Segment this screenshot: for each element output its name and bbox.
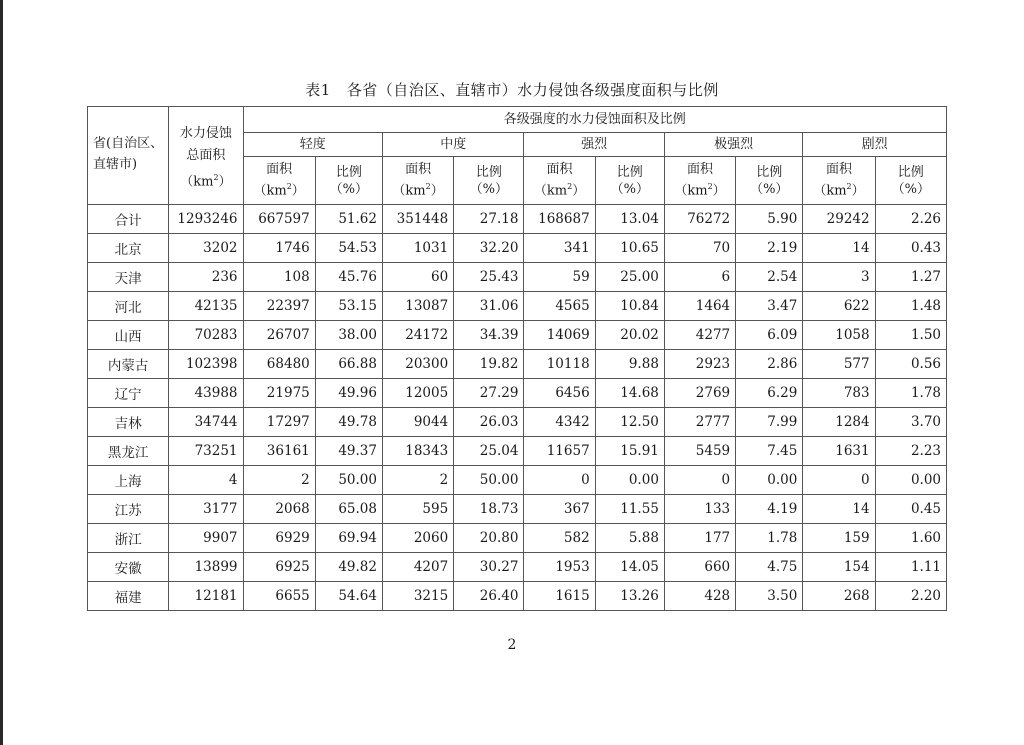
province-cell: 天津 xyxy=(88,263,169,292)
area-cell: 14069 xyxy=(524,321,595,350)
area-cell: 2 xyxy=(243,466,315,495)
province-cell: 山西 xyxy=(88,321,169,350)
header-level-moderate: 中度 xyxy=(382,133,523,157)
ratio-cell: 14.05 xyxy=(595,553,664,582)
area-cell: 10118 xyxy=(524,350,595,379)
header-ratio-label: 比例 xyxy=(616,164,643,180)
province-cell: 合计 xyxy=(88,205,169,234)
area-cell: 20300 xyxy=(382,350,453,379)
area-cell: 22397 xyxy=(243,292,315,321)
area-cell: 1746 xyxy=(243,234,315,263)
area-cell: 6456 xyxy=(524,379,595,408)
ratio-cell: 7.45 xyxy=(736,437,803,466)
area-cell: 11657 xyxy=(524,437,595,466)
area-cell: 1953 xyxy=(524,553,595,582)
header-ratio-label: 比例 xyxy=(475,164,502,180)
header-province-line2: 直辖市) xyxy=(93,157,138,172)
area-cell: 783 xyxy=(803,379,875,408)
ratio-cell: 1.27 xyxy=(875,263,946,292)
ratio-cell: 0.00 xyxy=(736,466,803,495)
header-ratio-label: 比例 xyxy=(335,164,362,180)
ratio-cell: 0.45 xyxy=(875,495,946,524)
header-total-line1: 水力侵蚀 xyxy=(179,126,232,141)
ratio-cell: 54.53 xyxy=(315,234,382,263)
area-cell: 6925 xyxy=(243,553,315,582)
area-cell: 6929 xyxy=(243,524,315,553)
province-cell: 内蒙古 xyxy=(88,350,169,379)
ratio-cell: 10.65 xyxy=(595,234,664,263)
ratio-cell: 31.06 xyxy=(454,292,524,321)
ratio-cell: 38.00 xyxy=(315,321,382,350)
area-cell: 60 xyxy=(382,263,453,292)
ratio-cell: 3.70 xyxy=(875,408,946,437)
ratio-cell: 50.00 xyxy=(315,466,382,495)
ratio-cell: 30.27 xyxy=(454,553,524,582)
area-cell: 1031 xyxy=(382,234,453,263)
header-area-unit: $(km^2)$ xyxy=(392,182,444,199)
ratio-cell: 26.40 xyxy=(454,582,524,611)
ratio-cell: 3.50 xyxy=(736,582,803,611)
header-level-very-strong: 极强烈 xyxy=(664,133,802,157)
ratio-cell: 1.60 xyxy=(875,524,946,553)
area-cell: 68480 xyxy=(243,350,315,379)
header-area-label: 面积 xyxy=(405,162,432,178)
area-cell: 3215 xyxy=(382,582,453,611)
area-cell: 9044 xyxy=(382,408,453,437)
area-cell: 177 xyxy=(664,524,735,553)
ratio-cell: 25.04 xyxy=(454,437,524,466)
ratio-cell: 32.20 xyxy=(454,234,524,263)
area-cell: 29242 xyxy=(803,205,875,234)
ratio-cell: 1.48 xyxy=(875,292,946,321)
caption-title: 各省（自治区、直辖市）水力侵蚀各级强度面积与比例 xyxy=(346,81,719,99)
header-ratio-label: 比例 xyxy=(897,164,924,180)
ratio-cell: 25.00 xyxy=(595,263,664,292)
area-cell: 2 xyxy=(382,466,453,495)
area-cell: 4342 xyxy=(524,408,595,437)
ratio-cell: 13.26 xyxy=(595,582,664,611)
area-cell: 577 xyxy=(803,350,875,379)
header-ratio-label: 比例 xyxy=(756,164,783,180)
table-row xyxy=(88,582,947,611)
total-area-cell: 42135 xyxy=(169,292,243,321)
ratio-cell: 0.00 xyxy=(595,466,664,495)
header-ratio-4 xyxy=(875,157,946,205)
area-cell: 1631 xyxy=(803,437,875,466)
table-row xyxy=(88,524,947,553)
header-area-label: 面积 xyxy=(825,162,852,178)
province-cell: 上海 xyxy=(88,466,169,495)
area-cell: 1058 xyxy=(803,321,875,350)
area-cell: 168687 xyxy=(524,205,595,234)
ratio-cell: 66.88 xyxy=(315,350,382,379)
table-row xyxy=(88,437,947,466)
ratio-cell: 20.80 xyxy=(454,524,524,553)
area-cell: 108 xyxy=(243,263,315,292)
table-row xyxy=(88,553,947,582)
header-ratio-unit: （%） xyxy=(610,181,649,197)
total-area-cell: 236 xyxy=(169,263,243,292)
ratio-cell: 1.11 xyxy=(875,553,946,582)
header-ratio-unit: （%） xyxy=(891,181,930,197)
total-area-cell: 73251 xyxy=(169,437,243,466)
area-cell: 2068 xyxy=(243,495,315,524)
header-area-unit: $(km^2)$ xyxy=(813,182,865,199)
area-cell: 154 xyxy=(803,553,875,582)
header-level-strong: 强烈 xyxy=(524,133,664,157)
area-cell: 3 xyxy=(803,263,875,292)
area-cell: 2769 xyxy=(664,379,735,408)
ratio-cell: 13.04 xyxy=(595,205,664,234)
table-row xyxy=(88,205,947,234)
ratio-cell: 27.18 xyxy=(454,205,524,234)
header-area-3 xyxy=(664,157,735,205)
ratio-cell: 65.08 xyxy=(315,495,382,524)
header-level-severe: 剧烈 xyxy=(803,133,947,157)
header-area-1 xyxy=(382,157,453,205)
ratio-cell: 10.84 xyxy=(595,292,664,321)
ratio-cell: 50.00 xyxy=(454,466,524,495)
area-cell: 667597 xyxy=(243,205,315,234)
header-area-unit: $(km^2)$ xyxy=(253,182,305,199)
area-cell: 2923 xyxy=(664,350,735,379)
erosion-table xyxy=(87,106,947,611)
area-cell: 341 xyxy=(524,234,595,263)
province-cell: 浙江 xyxy=(88,524,169,553)
table-row xyxy=(88,234,947,263)
header-ratio-unit: （%） xyxy=(469,181,508,197)
province-cell: 吉林 xyxy=(88,408,169,437)
header-area-unit: $(km^2)$ xyxy=(533,182,586,199)
ratio-cell: 1.50 xyxy=(875,321,946,350)
ratio-cell: 26.03 xyxy=(454,408,524,437)
area-cell: 268 xyxy=(803,582,875,611)
ratio-cell: 5.90 xyxy=(736,205,803,234)
ratio-cell: 69.94 xyxy=(315,524,382,553)
ratio-cell: 9.88 xyxy=(595,350,664,379)
area-cell: 6655 xyxy=(243,582,315,611)
area-cell: 70 xyxy=(664,234,735,263)
total-area-cell: 3202 xyxy=(169,234,243,263)
table-row xyxy=(88,466,947,495)
ratio-cell: 7.99 xyxy=(736,408,803,437)
header-group-title: 各级强度的水力侵蚀面积及比例 xyxy=(243,107,946,133)
page-edge-shadow xyxy=(0,0,3,745)
total-area-cell: 9907 xyxy=(169,524,243,553)
table-row xyxy=(88,379,947,408)
ratio-cell: 45.76 xyxy=(315,263,382,292)
province-cell: 江苏 xyxy=(88,495,169,524)
ratio-cell: 49.37 xyxy=(315,437,382,466)
caption-number: 表1 xyxy=(305,81,331,99)
area-cell: 4565 xyxy=(524,292,595,321)
ratio-cell: 2.54 xyxy=(736,263,803,292)
header-total-area xyxy=(169,107,243,205)
area-cell: 13087 xyxy=(382,292,453,321)
area-cell: 36161 xyxy=(243,437,315,466)
ratio-cell: 5.88 xyxy=(595,524,664,553)
header-province-line1: 省(自治区、 xyxy=(93,136,164,151)
ratio-cell: 49.82 xyxy=(315,553,382,582)
area-cell: 1464 xyxy=(664,292,735,321)
header-ratio-unit: （%） xyxy=(750,181,789,197)
area-cell: 582 xyxy=(524,524,595,553)
area-cell: 2060 xyxy=(382,524,453,553)
table-row xyxy=(88,321,947,350)
header-area-0 xyxy=(243,157,315,205)
header-area-unit: $(km^2)$ xyxy=(674,182,726,199)
area-cell: 24172 xyxy=(382,321,453,350)
ratio-cell: 1.78 xyxy=(875,379,946,408)
ratio-cell: 0.56 xyxy=(875,350,946,379)
ratio-cell: 11.55 xyxy=(595,495,664,524)
ratio-cell: 6.09 xyxy=(736,321,803,350)
ratio-cell: 4.19 xyxy=(736,495,803,524)
ratio-cell: 0.43 xyxy=(875,234,946,263)
province-cell: 安徽 xyxy=(88,553,169,582)
header-area-label: 面积 xyxy=(687,162,714,178)
area-cell: 1615 xyxy=(524,582,595,611)
header-ratio-1 xyxy=(454,157,524,205)
area-cell: 0 xyxy=(664,466,735,495)
ratio-cell: 4.75 xyxy=(736,553,803,582)
header-total-unit: $(km^2)$ xyxy=(180,173,232,190)
area-cell: 159 xyxy=(803,524,875,553)
area-cell: 367 xyxy=(524,495,595,524)
ratio-cell: 54.64 xyxy=(315,582,382,611)
ratio-cell: 12.50 xyxy=(595,408,664,437)
area-cell: 2777 xyxy=(664,408,735,437)
ratio-cell: 15.91 xyxy=(595,437,664,466)
total-area-cell: 3177 xyxy=(169,495,243,524)
ratio-cell: 49.96 xyxy=(315,379,382,408)
ratio-cell: 2.19 xyxy=(736,234,803,263)
ratio-cell: 2.86 xyxy=(736,350,803,379)
total-area-cell: 43988 xyxy=(169,379,243,408)
province-cell: 河北 xyxy=(88,292,169,321)
area-cell: 0 xyxy=(524,466,595,495)
ratio-cell: 19.82 xyxy=(454,350,524,379)
table-row xyxy=(88,350,947,379)
table-row xyxy=(88,408,947,437)
ratio-cell: 53.15 xyxy=(315,292,382,321)
header-area-4 xyxy=(803,157,875,205)
area-cell: 351448 xyxy=(382,205,453,234)
area-cell: 18343 xyxy=(382,437,453,466)
area-cell: 21975 xyxy=(243,379,315,408)
header-area-label: 面积 xyxy=(546,162,573,178)
header-area-label: 面积 xyxy=(266,162,293,178)
ratio-cell: 0.00 xyxy=(875,466,946,495)
province-cell: 福建 xyxy=(88,582,169,611)
area-cell: 1284 xyxy=(803,408,875,437)
area-cell: 26707 xyxy=(243,321,315,350)
area-cell: 4277 xyxy=(664,321,735,350)
area-cell: 14 xyxy=(803,495,875,524)
header-area-2 xyxy=(524,157,595,205)
area-cell: 4207 xyxy=(382,553,453,582)
area-cell: 622 xyxy=(803,292,875,321)
ratio-cell: 6.29 xyxy=(736,379,803,408)
header-ratio-3 xyxy=(736,157,803,205)
ratio-cell: 14.68 xyxy=(595,379,664,408)
province-cell: 辽宁 xyxy=(88,379,169,408)
header-province xyxy=(88,107,169,205)
ratio-cell: 18.73 xyxy=(454,495,524,524)
total-area-cell: 13899 xyxy=(169,553,243,582)
ratio-cell: 3.47 xyxy=(736,292,803,321)
total-area-cell: 70283 xyxy=(169,321,243,350)
area-cell: 12005 xyxy=(382,379,453,408)
area-cell: 17297 xyxy=(243,408,315,437)
total-area-cell: 4 xyxy=(169,466,243,495)
area-cell: 14 xyxy=(803,234,875,263)
ratio-cell: 51.62 xyxy=(315,205,382,234)
ratio-cell: 2.26 xyxy=(875,205,946,234)
ratio-cell: 34.39 xyxy=(454,321,524,350)
area-cell: 660 xyxy=(664,553,735,582)
table-row xyxy=(88,495,947,524)
header-ratio-0 xyxy=(315,157,382,205)
ratio-cell: 27.29 xyxy=(454,379,524,408)
total-area-cell: 34744 xyxy=(169,408,243,437)
province-cell: 北京 xyxy=(88,234,169,263)
header-total-line2: 总面积 xyxy=(186,148,226,163)
header-ratio-2 xyxy=(595,157,664,205)
header-ratio-unit: （%） xyxy=(329,181,369,197)
ratio-cell: 2.20 xyxy=(875,582,946,611)
area-cell: 595 xyxy=(382,495,453,524)
ratio-cell: 25.43 xyxy=(454,263,524,292)
table-caption xyxy=(0,79,1024,100)
header-level-light: 轻度 xyxy=(243,133,382,157)
area-cell: 5459 xyxy=(664,437,735,466)
province-cell: 黑龙江 xyxy=(88,437,169,466)
area-cell: 0 xyxy=(803,466,875,495)
table-row xyxy=(88,292,947,321)
area-cell: 133 xyxy=(664,495,735,524)
total-area-cell: 12181 xyxy=(169,582,243,611)
ratio-cell: 49.78 xyxy=(315,408,382,437)
ratio-cell: 20.02 xyxy=(595,321,664,350)
ratio-cell: 1.78 xyxy=(736,524,803,553)
table-row xyxy=(88,263,947,292)
area-cell: 6 xyxy=(664,263,735,292)
total-area-cell: 102398 xyxy=(169,350,243,379)
area-cell: 76272 xyxy=(664,205,735,234)
page-number: 2 xyxy=(507,637,517,653)
area-cell: 428 xyxy=(664,582,735,611)
area-cell: 59 xyxy=(524,263,595,292)
ratio-cell: 2.23 xyxy=(875,437,946,466)
total-area-cell: 1293246 xyxy=(169,205,243,234)
